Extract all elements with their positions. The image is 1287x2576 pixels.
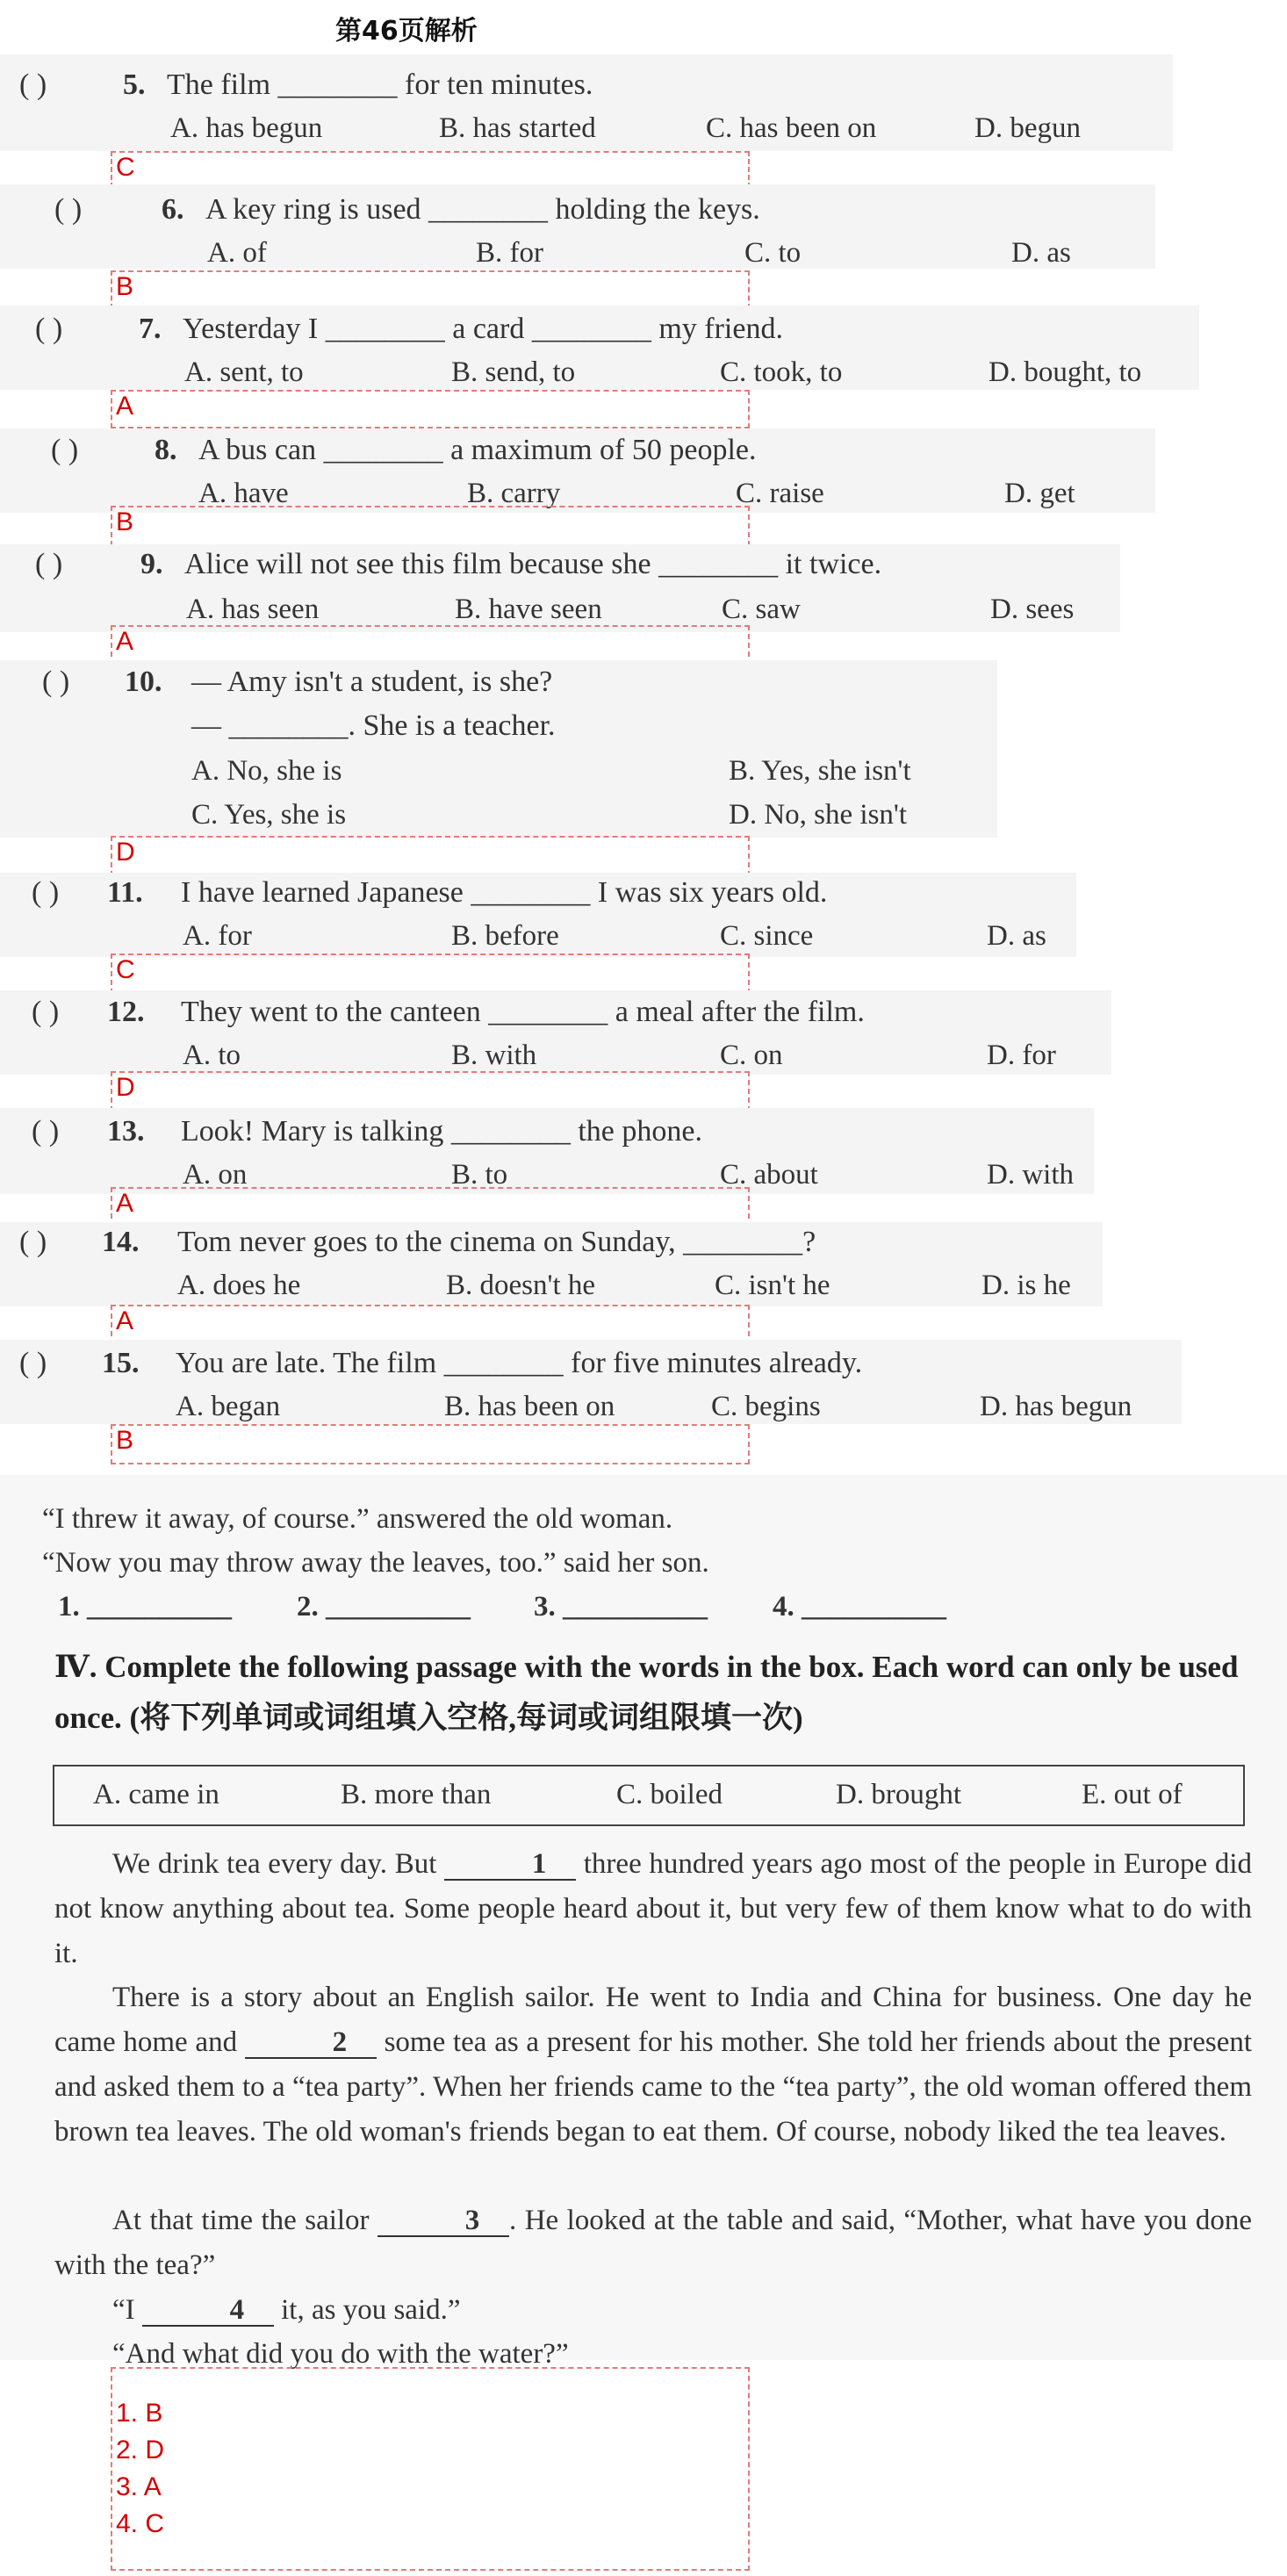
word-option-e: E. out of — [1082, 1779, 1183, 1810]
answer-box-9: A — [111, 625, 750, 666]
option-a: A. No, she is — [191, 755, 342, 787]
question-number: 13. — [107, 1115, 145, 1148]
question-10 — [0, 660, 997, 838]
option-c: C. saw — [722, 594, 801, 625]
answer-box-14: A — [111, 1305, 750, 1345]
question-text: A key ring is used ________ holding the keys. — [205, 193, 760, 226]
answer-paren: ( ) — [35, 313, 63, 345]
option-d: D. is he — [981, 1270, 1071, 1301]
final-answer-4: 4. C — [116, 2509, 165, 2538]
option-b: B. send, to — [451, 356, 576, 388]
answer-box-10: D — [111, 836, 750, 876]
story-line-1: “I threw it away, of course.” answered the old woman. — [42, 1503, 673, 1535]
question-7 — [0, 306, 1199, 390]
story-blank-2: 2. __________ — [297, 1591, 471, 1623]
answer-box-12: D — [111, 1071, 750, 1112]
question-number: 6. — [162, 193, 184, 226]
option-c: C. on — [720, 1040, 783, 1071]
option-c: C. Yes, she is — [191, 799, 347, 831]
answer-box-6: B — [111, 270, 750, 309]
question-number: 15. — [102, 1347, 140, 1379]
option-d: D. bought, to — [989, 356, 1142, 388]
answer-box-7: A — [111, 390, 750, 428]
question-text: Alice will not see this film because she ________ it twice. — [184, 548, 882, 580]
story-blank-3: 3. __________ — [534, 1591, 708, 1623]
word-box — [53, 1765, 1245, 1826]
question-13 — [0, 1108, 1094, 1194]
word-option-d: D. brought — [836, 1779, 961, 1810]
final-answer-3: 3. A — [116, 2472, 162, 2501]
answer-paren: ( ) — [32, 876, 60, 909]
option-a: A. of — [207, 237, 267, 269]
option-a: A. for — [183, 920, 252, 952]
option-b: B. for — [476, 237, 543, 269]
question-text: Look! Mary is talking ________ the phone. — [181, 1115, 702, 1148]
passage-paragraph-4 — [54, 2288, 1252, 2333]
answer-box-11: C — [111, 953, 750, 994]
question-14 — [0, 1222, 1103, 1306]
answer-paren: ( ) — [54, 193, 83, 226]
question-12 — [0, 990, 1111, 1075]
answer-box-13: A — [111, 1187, 750, 1227]
question-number: 8. — [155, 434, 177, 466]
option-a: A. does he — [177, 1270, 301, 1301]
question-5 — [0, 54, 1173, 151]
blank-4: 4 — [142, 2295, 274, 2327]
blank-1: 1 — [444, 1849, 576, 1881]
passage-text: some tea as a present for his mother. She told her friends about the present and asked them to a “tea party”. When her friends came to the “tea party”, the old woman offered them brown tea leaves. The old woman's friends began to eat them. Of course, nobody liked the tea leaves. — [54, 2026, 1253, 2148]
word-option-b: B. more than — [341, 1779, 492, 1810]
question-text: Yesterday I ________ a card ________ my friend. — [183, 313, 783, 345]
option-a: A. to — [183, 1040, 241, 1071]
answer-paren: ( ) — [32, 996, 60, 1028]
option-a: A. on — [183, 1159, 248, 1191]
question-6 — [0, 184, 1155, 269]
passage-text: three hundred years ago most of the people in Europe did not know anything about tea. Some people heard about it, but very few of them know what to do with it. — [54, 1848, 1253, 1969]
answer-paren: ( ) — [19, 1347, 47, 1379]
passage-text: “I — [112, 2294, 135, 2326]
option-b: B. doesn't he — [446, 1270, 596, 1301]
question-text: You are late. The film ________ for five minutes already. — [176, 1347, 863, 1379]
option-b: B. has been on — [444, 1391, 615, 1422]
passage-text: . He looked at the table and said, “Mother, what have you done with the tea?” — [54, 2205, 1252, 2281]
option-a: A. has begun — [170, 112, 323, 144]
answer-paren: ( ) — [19, 1226, 47, 1258]
section-4-title: Ⅳ. Complete the following passage with the words in the box. Each word can only be used once. (将下列单词或词组填入空格,每词或词组限填一次) — [54, 1650, 1239, 1735]
passage-text: There is a story about an English sailor. He went to India and China for business. One day he came home and — [54, 1982, 1252, 2058]
option-a: A. sent, to — [184, 356, 304, 388]
passage-paragraph-5: “And what did you do with the water?” — [112, 2338, 569, 2370]
answer-box-15: B — [111, 1424, 750, 1464]
option-b: B. before — [451, 920, 559, 952]
question-number: 11. — [107, 876, 143, 909]
answer-box-5: C — [111, 151, 750, 188]
answer-paren: ( ) — [42, 666, 70, 698]
option-d: D. as — [1011, 237, 1071, 269]
option-d: D. for — [987, 1040, 1056, 1071]
option-a: A. has seen — [186, 594, 320, 625]
option-d: D. No, she isn't — [729, 799, 908, 831]
blank-3: 3 — [377, 2205, 509, 2237]
answer-box-8: B — [111, 506, 750, 546]
question-number: 14. — [102, 1226, 140, 1258]
option-c: C. begins — [711, 1391, 821, 1422]
final-answer-1: 1. B — [116, 2399, 163, 2428]
blank-2: 2 — [245, 2027, 377, 2059]
option-a: A. began — [176, 1391, 281, 1422]
option-c: C. took, to — [720, 356, 843, 388]
option-b: B. has started — [439, 112, 596, 144]
question-number: 9. — [140, 548, 163, 580]
option-a: A. have — [198, 478, 289, 509]
question-8 — [0, 428, 1155, 513]
question-number: 7. — [139, 313, 162, 345]
answer-paren: ( ) — [51, 434, 79, 466]
option-d: D. has begun — [980, 1391, 1132, 1422]
answer-paren: ( ) — [32, 1115, 60, 1148]
question-15 — [0, 1340, 1182, 1424]
option-c: C. about — [720, 1159, 818, 1191]
answer-paren: ( ) — [35, 548, 63, 580]
word-option-a: A. came in — [93, 1779, 219, 1810]
passage-paragraph-3 — [54, 2198, 1252, 2288]
option-c: C. has been on — [706, 112, 877, 144]
question-text: — Amy isn't a student, is she? — [191, 666, 553, 698]
option-d: D. get — [1004, 478, 1075, 509]
question-text-2: — ________. She is a teacher. — [191, 709, 556, 742]
final-answer-box — [111, 2367, 750, 2571]
option-c: C. raise — [736, 478, 824, 509]
passage-paragraph-1 — [54, 1842, 1252, 1976]
passage-paragraph-2 — [54, 1975, 1252, 2155]
option-b: B. have seen — [455, 594, 602, 625]
answer-paren: ( ) — [19, 68, 47, 101]
question-9 — [0, 544, 1120, 632]
story-blank-4: 4. __________ — [773, 1591, 946, 1623]
question-text: A bus can ________ a maximum of 50 people. — [198, 434, 757, 466]
option-b: B. carry — [467, 478, 561, 509]
option-d: D. as — [987, 920, 1046, 952]
question-text: They went to the canteen ________ a meal after the film. — [181, 996, 865, 1028]
option-c: C. isn't he — [715, 1270, 830, 1301]
option-b: B. Yes, she isn't — [729, 755, 911, 787]
option-b: B. to — [451, 1159, 508, 1191]
question-number: 10. — [125, 666, 162, 698]
final-answer-2: 2. D — [116, 2436, 165, 2464]
question-number: 12. — [107, 996, 145, 1028]
page-title: 第46页解析 — [335, 16, 478, 47]
story-line-2: “Now you may throw away the leaves, too.” said her son. — [42, 1547, 709, 1579]
word-option-c: C. boiled — [616, 1779, 723, 1810]
question-text: The film ________ for ten minutes. — [167, 68, 593, 101]
story-blank-1: 1. __________ — [58, 1591, 232, 1623]
question-number: 5. — [123, 68, 146, 101]
question-text: Tom never goes to the cinema on Sunday, ________? — [177, 1226, 816, 1258]
question-text: I have learned Japanese ________ I was six years old. — [181, 876, 828, 909]
passage-text: At that time the sailor — [112, 2205, 370, 2236]
option-c: C. since — [720, 920, 814, 952]
option-c: C. to — [744, 237, 802, 269]
question-11 — [0, 873, 1076, 957]
option-d: D. begun — [974, 112, 1081, 144]
passage-text: We drink tea every day. But — [112, 1848, 437, 1880]
passage-text: it, as you said.” — [281, 2294, 461, 2326]
option-d: D. with — [987, 1159, 1074, 1191]
option-d: D. sees — [990, 594, 1075, 625]
option-b: B. with — [451, 1040, 537, 1071]
